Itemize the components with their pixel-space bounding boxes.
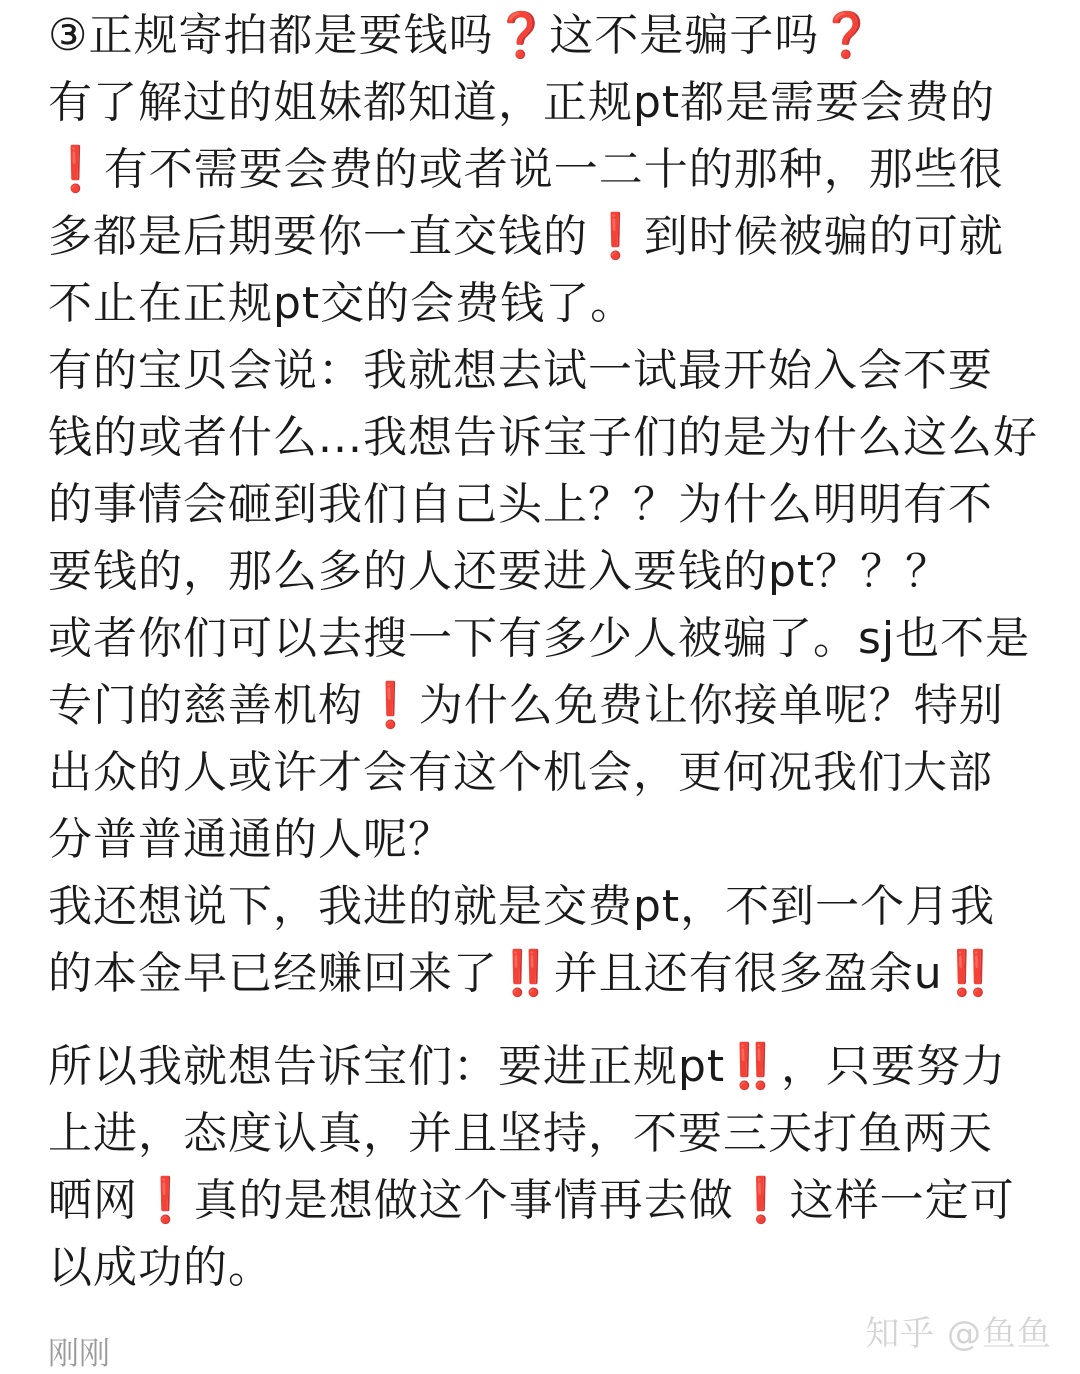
red-exclamation-icon: ❗ [588, 211, 644, 262]
post-timestamp: 刚刚 [48, 1336, 110, 1372]
post-line: 我还想说下，我进的就是交费pt，不到一个月我 [48, 881, 996, 932]
post-line: 所以我就想告诉宝们：要进正规pt‼️，只要努力 [48, 1041, 1006, 1092]
zhihu-watermark: 知乎 @鱼鱼 [865, 1314, 1052, 1354]
red-exclamation-icon: ❗ [48, 144, 104, 195]
post-line: 或者你们可以去搜一下有多少人被骗了。sj也不是 [48, 613, 1031, 664]
post-line: 以成功的。 [48, 1242, 273, 1293]
post-body [48, 2, 1038, 1301]
post-line: 晒网❗真的是想做这个事情再去做❗这样一定可 [48, 1175, 1015, 1226]
post-line: ③正规寄拍都是要钱吗❓这不是骗子吗❓ [48, 10, 876, 61]
post-line: 的事情会砸到我们自己头上？？为什么明明有不 [48, 479, 993, 530]
paragraph-gap [48, 1007, 1038, 1033]
red-exclamation-icon: ‼️ [498, 948, 554, 999]
post-line: 要钱的，那么多的人还要进入要钱的pt？？？ [48, 546, 951, 597]
post-line: 多都是后期要你一直交钱的❗到时候被骗的可就 [48, 211, 1004, 262]
red-exclamation-icon: ❓ [493, 10, 550, 61]
post-line: 不止在正规pt交的会费钱了。 [48, 278, 636, 329]
red-exclamation-icon: ❗ [363, 680, 419, 731]
red-exclamation-icon: ❓ [819, 10, 876, 61]
post-line: ❗有不需要会费的或者说一二十的那种，那些很 [48, 144, 1004, 195]
post-line: 专门的慈善机构❗为什么免费让你接单呢？特别 [48, 680, 1004, 731]
post-line: 上进，态度认真，并且坚持，不要三天打鱼两天 [48, 1108, 993, 1159]
post-line: 有的宝贝会说：我就想去试一试最开始入会不要 [48, 345, 993, 396]
red-exclamation-icon: ‼️ [942, 948, 999, 999]
red-exclamation-icon: ❗ [733, 1175, 790, 1226]
red-exclamation-icon: ‼️ [725, 1041, 781, 1092]
post-line: 出众的人或许才会有这个机会，更何况我们大部 [48, 747, 993, 798]
post-line: 有了解过的姐妹都知道，正规pt都是需要会费的 [48, 77, 996, 128]
post-line: 钱的或者什么...我想告诉宝子们的是为什么这么好 [48, 412, 1038, 463]
red-exclamation-icon: ❗ [138, 1175, 194, 1226]
post-line: 分普普通通的人呢？ [48, 814, 453, 865]
post-line: 的本金早已经赚回来了‼️并且还有很多盈余u‼️ [48, 948, 999, 999]
